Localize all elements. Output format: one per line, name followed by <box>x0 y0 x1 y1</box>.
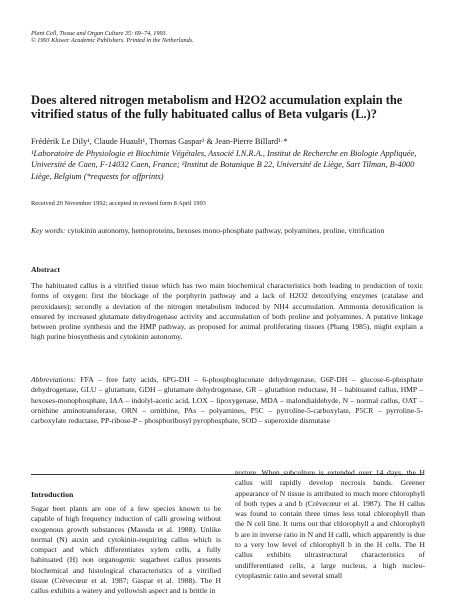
author-block <box>31 136 421 182</box>
author-affiliations: ¹Laboratoire de Physiologie et Biochimie Végétales, Associé I.N.R.A., Institut de Recherche en Biologie Appliquée, Université de Caen, F-14032 Caen, France; ²Institut de Botanique B 22, Université de Liège, Sart Tilman, B-4000 Liège, Belgium (*requests for offprints) <box>31 148 417 181</box>
journal-header <box>31 30 331 45</box>
author-names: Frédérik Le Dily¹, Claude Huault¹, Thomas Gaspar² & Jean-Pierre Billard¹·* <box>31 137 288 146</box>
introduction-continuation: texture. When subculture is extended over 14 days, the H callus will rapidly develop necrosis bands. Greener appearance of N tissue is attributed to much more chlorophyll of both types a and b (Crèvecœur et al. 1987). The H callus was found to contain three times less total chlorophyll than the N cell line. It turns out that chlorophyll a and chlorophyll b are in inverse ratio in N and H calli, which apparently is due to a very low level of chlorophyll b in the H cells. The H callus exhibits ultrastructural characteristics of undifferentiated cells, a large nucleus, a high nucleo-cytoplasmic ratio and several small <box>235 468 425 580</box>
article-title: Does altered nitrogen metabolism and H2O2 accumulation explain the vitrified status of the fully habituated callus of Beta vulgaris (L.)? <box>31 93 403 122</box>
introduction-right-column <box>235 468 425 581</box>
keywords-text: cytokinin autonomy, hemoproteins, hexoses mono-phosphate pathway, polyamines, proline, vitrification <box>67 226 385 235</box>
abbreviations-label: Abbreviations: <box>31 375 76 384</box>
introduction-left-column <box>31 504 221 597</box>
abbreviations <box>31 375 423 426</box>
copyright-line: © 1993 Kluwer Academic Publishers. Printed in the Netherlands. <box>31 37 194 45</box>
abbreviations-text: FFA – free fatty acids, 6PG-DH – 6-phosphogluconate dehydrogenase, G6P-DH – glucose-6-phosphate dehydrogenase, GLU – glutamate, GDH – glutamate dehydrogenase, GR – glutathion reductase, H – habituated callus, HMP – hexoses-monophosphate, IAA – indolyl-acetic acid, LOX – lipoxygenase, MDA – malondialdehyde, N – normal callus, OAT – ornithine aminotransferase, ORN – ornithine, PAs – polyamines, P5C – pyrroline-5-carboxylate, P5CR – pyrroline-5-carboxylate reductase, PP-ribose-P – phosphoribosyl pyrophosphate, SOD – superoxide dismutase <box>31 375 423 426</box>
abstract-text: The habituated callus is a vitrified tissue which has two main biochemical characteristics both leading to production of toxic forms of oxygen: first the blockage of the porphyrin pathway and a lack of H2O2 detoxifying enzymes (catalase and peroxidases); secondly a deviation of the nitrogen metabolism induced by NH4 accumulation. Ammonia detoxification is ensured by increased glutamate dehydrogenase activity and accumulation of both proline and polyamines. A putative linkage between proline synthesis and the HMP pathway, as proposed for animal proliferating tissues (Phang 1985), might explain a high purine biosynthesis and cytokinin autonomy. <box>31 281 423 342</box>
keywords <box>31 226 421 236</box>
received-dates: Received 20 November 1992; accepted in revised form 8 April 1993 <box>31 200 206 207</box>
introduction-paragraph: Sugar beet plants are one of a few species known to be capable of high frequency induction of calli growing without exogenous growth substances (Masuda et al. 1988). Unlike normal (N) auxin and cytokinin-requiring callus which is compact and which differentiates xylem cells, a fully habituated (H) non organogenic sugarbeet callus presents biochemical and histological characteristics of a vitrified tissue (Crèvecœur et al. 1987; Gaspar et al. 1988). The H callus exhibits a watery and yellowish aspect and is brittle in <box>31 504 221 596</box>
introduction-heading: Introduction <box>31 490 74 499</box>
abstract-heading: Abstract <box>31 265 61 274</box>
keywords-label: Key words: <box>31 226 66 235</box>
journal-citation: Plant Cell, Tissue and Organ Culture 35: 69–74, 1993. <box>31 30 168 37</box>
